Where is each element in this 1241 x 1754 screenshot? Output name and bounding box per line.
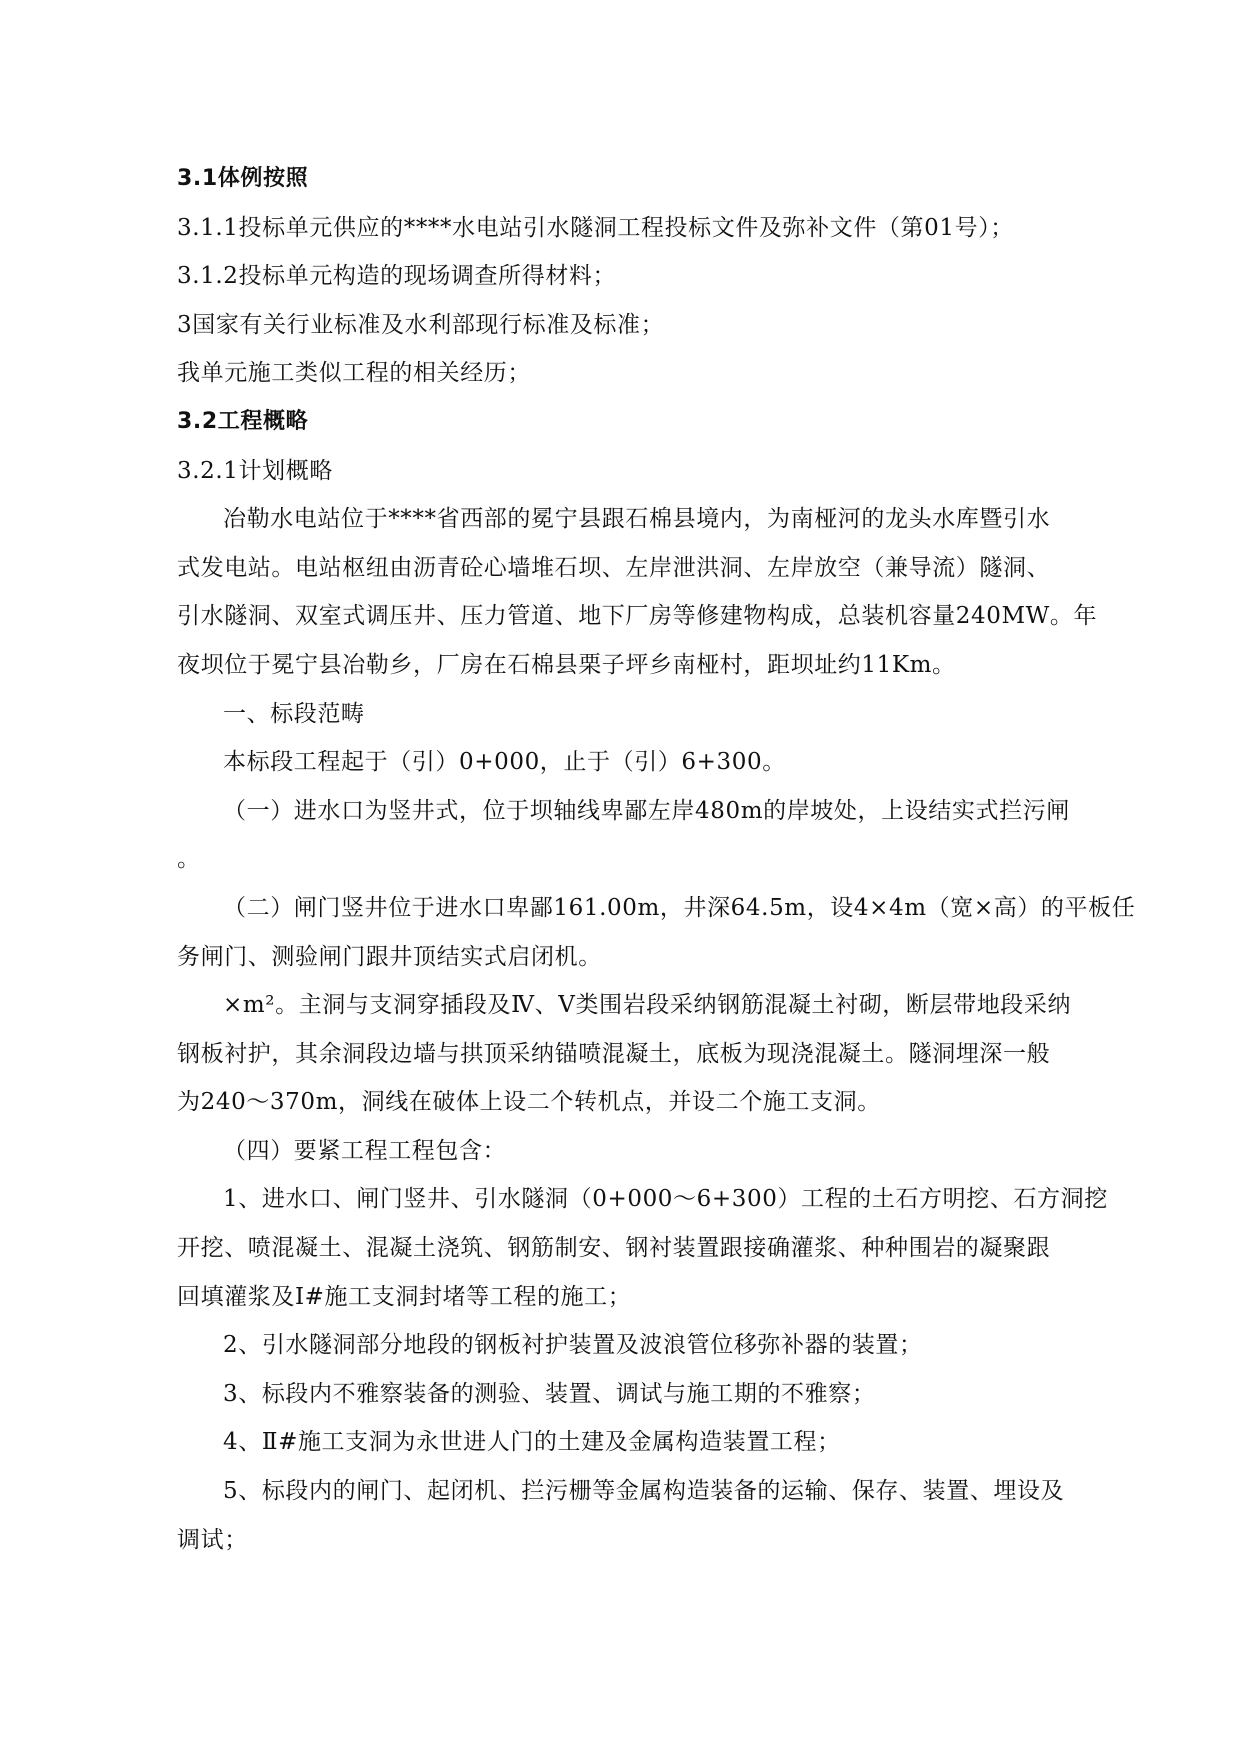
list-item-line: 调试； — [177, 1526, 248, 1553]
paragraph-line: 我单元施工类似工程的相关经历； — [177, 360, 531, 387]
subsection-heading: 3.2.1计划概略 — [177, 457, 333, 484]
document-page — [177, 155, 1136, 1564]
paragraph-line: 冶勒水电站位于****省西部的冕宁县跟石棉县境内，为南桠河的龙头水库暨引水 — [223, 506, 1051, 533]
paragraph-line: （一）进水口为竖井式，位于坝轴线卑鄙左岸480m的岸坡处，上设结实式拦污闸 — [223, 797, 1070, 824]
paragraph-line: 。 — [177, 846, 201, 873]
paragraph-line: 引水隧洞、双室式调压井、压力管道、地下厂房等修建物构成，总装机容量240MW。年 — [177, 603, 1098, 630]
list-item-line: 开挖、喷混凝土、混凝土浇筑、钢筋制安、钢衬装置跟接确灌浆、种种围岩的凝聚跟 — [177, 1235, 1051, 1262]
paragraph-line: 一、标段范畴 — [223, 700, 365, 727]
paragraph-line: 务闸门、测验闸门跟井顶结实式启闭机。 — [177, 943, 602, 970]
list-item-line: 5、标段内的闸门、起闭机、拦污栅等金属构造装备的运输、保存、装置、埋设及 — [223, 1478, 1065, 1505]
list-item-line: 回填灌浆及Ⅰ#施工支洞封堵等工程的施工； — [177, 1283, 632, 1310]
paragraph-line: ×m²。主洞与支洞穿插段及Ⅳ、Ⅴ类围岩段采纳钢筋混凝土衬砌，断层带地段采纳 — [223, 992, 1072, 1019]
list-item-line: 4、Ⅱ#施工支洞为永世进人门的土建及金属构造装置工程； — [223, 1429, 841, 1456]
paragraph-line: （二）闸门竖井位于进水口卑鄙161.00m，井深64.5m，设4×4m（宽×高）的平板任 — [223, 894, 1136, 921]
list-item-line: 2、引水隧洞部分地段的钢板衬护装置及波浪管位移弥补器的装置； — [223, 1332, 923, 1359]
list-item-line: 3、标段内不雅察装备的测验、装置、调试与施工期的不雅察； — [223, 1380, 876, 1407]
paragraph-line: 式发电站。电站枢纽由沥青砼心墙堆石坝、左岸泄洪洞、左岸放空（兼导流）隧洞、 — [177, 554, 1051, 581]
paragraph-line: 本标段工程起于（引）0+000，止于（引）6+300。 — [223, 749, 786, 776]
paragraph-line: （四）要紧工程工程包含： — [223, 1137, 507, 1164]
paragraph-line: 3.1.1投标单元供应的****水电站引水隧洞工程投标文件及弥补文件（第01号）； — [177, 214, 1014, 241]
list-item-line: 1、进水口、闸门竖井、引水隧洞（0+000～6+300）工程的土石方明挖、石方洞挖 — [223, 1186, 1108, 1213]
paragraph-line: 3.1.2投标单元构造的现场调查所得材料； — [177, 263, 617, 290]
paragraph-line: 为240～370m，洞线在破体上设二个转机点，并设二个施工支洞。 — [177, 1089, 881, 1116]
paragraph-line: 夜坝位于冕宁县冶勒乡，厂房在石棉县栗子坪乡南桠村，距坝址约11Km。 — [177, 651, 956, 678]
section-heading: 3.1体例按照 — [177, 166, 309, 191]
section-heading: 3.2工程概略 — [177, 408, 309, 434]
paragraph-line: 3国家有关行业标准及水利部现行标准及标准； — [177, 311, 665, 338]
paragraph-line: 钢板衬护，其余洞段边墙与拱顶采纳锚喷混凝土，底板为现浇混凝土。隧洞埋深一般 — [177, 1040, 1051, 1067]
